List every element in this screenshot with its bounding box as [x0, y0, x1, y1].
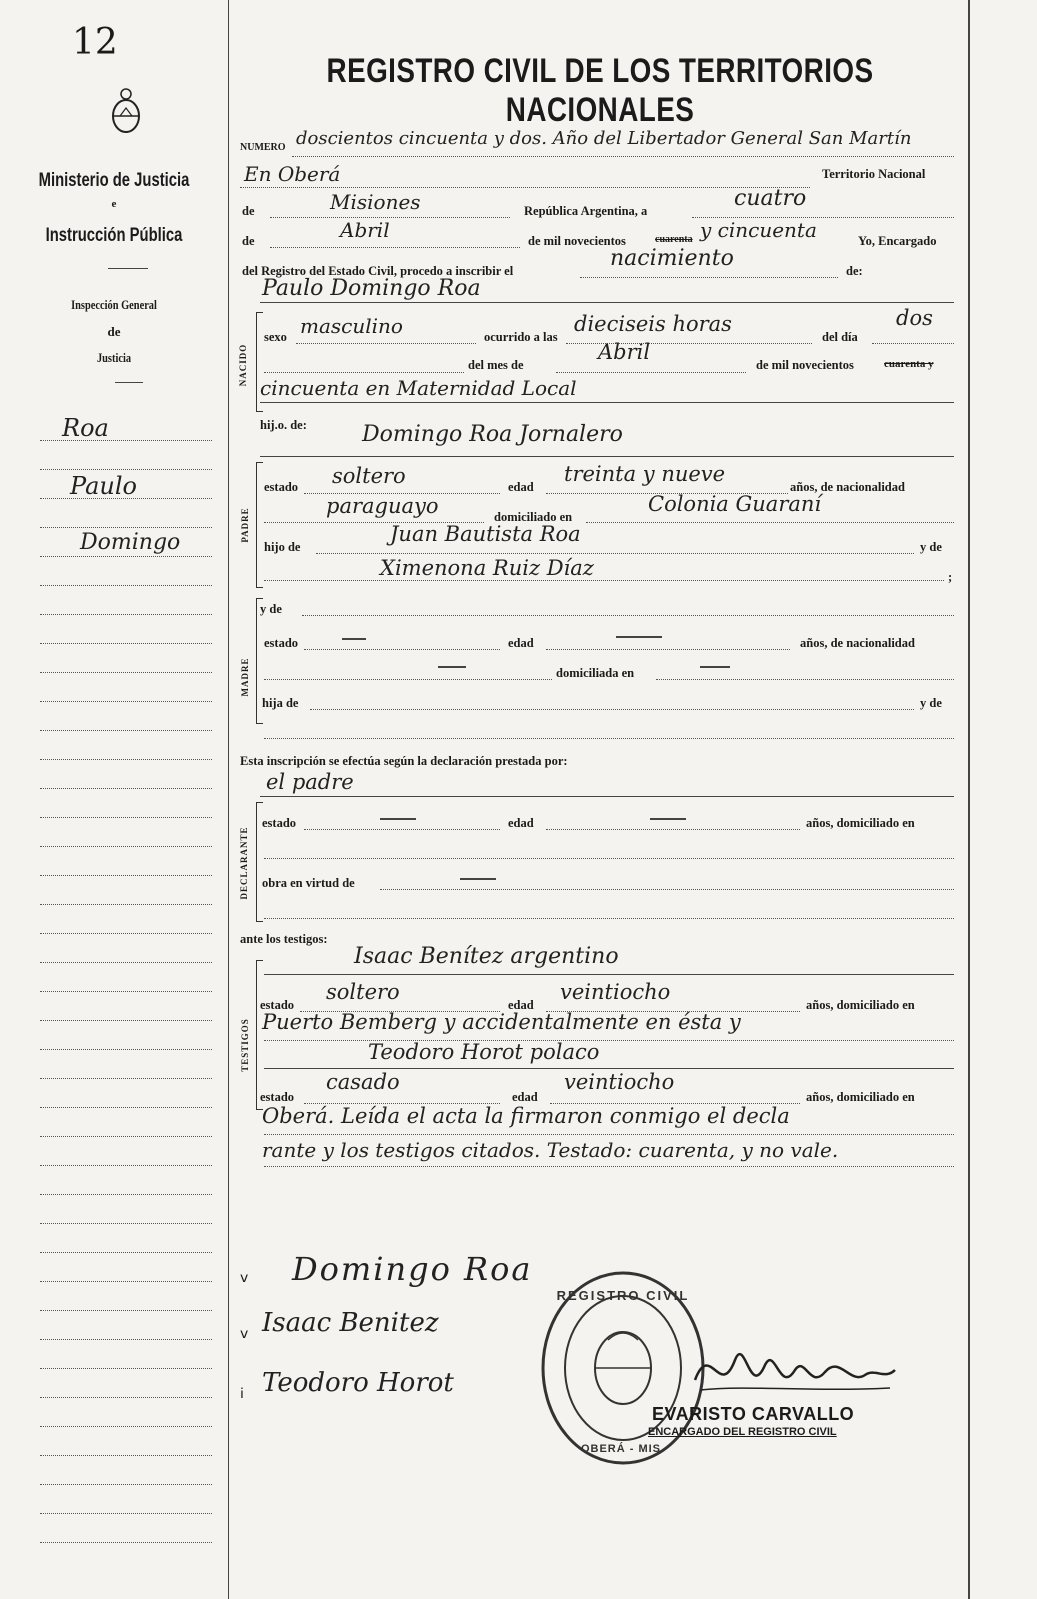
witness1-edad: veintiocho	[560, 980, 671, 1004]
hijo-de-label: hij.o. de:	[260, 418, 307, 432]
margin-ruled-line	[40, 701, 212, 702]
decl-estado-line	[304, 829, 500, 830]
t2-anos-label: años, domiciliado en	[806, 1090, 915, 1104]
madre-label: MADRE	[240, 657, 250, 697]
margin-ruled-line	[40, 1513, 212, 1514]
testigos-bracket	[256, 960, 263, 1110]
margin-ruled-line	[40, 730, 212, 731]
mes-value: Abril	[598, 340, 651, 364]
witness1-estado: soltero	[326, 980, 400, 1004]
witness1-name-line	[264, 974, 954, 975]
ministry-line3: Instrucción Pública	[45, 225, 183, 246]
madre-name-line	[302, 615, 954, 616]
del-dia-label: del día	[822, 330, 858, 344]
de-label: de	[242, 204, 255, 218]
margin-ruled-line	[40, 933, 212, 934]
madre-domiciliada-label: domiciliada en	[556, 666, 635, 680]
month-line	[270, 247, 520, 248]
officer-title: ENCARGADO DEL REGISTRO CIVIL	[648, 1426, 837, 1438]
official-seal	[538, 1268, 708, 1468]
closing-line1-rule	[264, 1134, 954, 1135]
inscripcion-label: Esta inscripción se efectúa según la declaración prestada por:	[240, 754, 568, 768]
territorio-value: Misiones	[330, 190, 421, 214]
father-parent2: Ximenona Ruiz Díaz	[380, 556, 594, 580]
right-border	[968, 0, 970, 1599]
act-line	[580, 277, 838, 278]
madre-edad-label: edad	[508, 636, 534, 650]
birth-place-line	[260, 402, 954, 403]
semicolon: ;	[948, 570, 953, 584]
madre-domicilio-dash	[700, 666, 730, 668]
margin-ruled-line	[40, 1136, 212, 1137]
encargado-label: Yo, Encargado	[858, 234, 937, 248]
t2-edad-label: edad	[512, 1090, 538, 1104]
margin-ruled-line	[40, 672, 212, 673]
margin-ruled-line	[40, 1542, 212, 1543]
margin-ruled-line	[40, 1397, 212, 1398]
mil-novecientos-label: de mil novecientos	[756, 358, 854, 372]
margin-ruled-line	[40, 440, 212, 441]
declarante-value: el padre	[266, 770, 354, 794]
margin-ruled-line	[40, 1484, 212, 1485]
left-divider-1	[108, 268, 148, 269]
numero-value: doscientos cincuenta y dos. Año del Libertador General San Martín	[296, 128, 912, 149]
edad-label: edad	[508, 480, 534, 494]
republica-label: República Argentina, a	[524, 204, 648, 218]
de-colon: de:	[846, 264, 863, 278]
decl-estado-dash	[380, 818, 416, 820]
signature-witness2: Teodoro Horot	[262, 1368, 454, 1398]
witness1-name: Isaac Benítez argentino	[354, 944, 619, 969]
t-edad-label: edad	[508, 998, 534, 1012]
sig-mark-2: ⅴ	[240, 1327, 249, 1342]
numero-label: NUMERO	[240, 142, 286, 153]
hijo-de2-label: hijo de	[264, 540, 301, 554]
registro-label: del Registro del Estado Civil, procedo a inscribir el	[242, 264, 514, 278]
madre-estado-label: estado	[264, 636, 299, 650]
father-parent2-line	[264, 580, 944, 581]
decl-anos-label: años, domiciliado en	[806, 816, 915, 830]
y-de-label: y de	[920, 540, 942, 554]
ministry-line1: Ministerio de Justicia	[38, 170, 190, 191]
closing-line1: Oberá. Leída el acta la firmaron conmigo el decla	[262, 1104, 790, 1128]
hora-value: dieciseis horas	[574, 312, 732, 336]
child-name-line	[260, 302, 954, 303]
margin-ruled-line	[40, 1165, 212, 1166]
madre-y-de-label: y de	[260, 602, 282, 616]
t-anos-label: años, domiciliado en	[806, 998, 915, 1012]
place-value: En Oberá	[244, 162, 341, 186]
father-domicilio: Colonia Guaraní	[648, 492, 822, 516]
father-nacionalidad: paraguayo	[326, 494, 439, 518]
territorio-label: Territorio Nacional	[822, 167, 926, 181]
madre-parents-line	[310, 709, 914, 710]
child-name: Paulo Domingo Roa	[262, 276, 481, 301]
declarante-label: DECLARANTE	[239, 826, 249, 900]
margin-surname: Roa	[62, 414, 109, 442]
left-divider-2	[115, 382, 143, 383]
declarante-line	[260, 796, 954, 797]
dia-line	[872, 343, 954, 344]
day-value: cuatro	[734, 186, 807, 211]
margin-ruled-line	[40, 1455, 212, 1456]
madre-nacionalidad-line	[264, 679, 552, 680]
decl-estado-label: estado	[262, 816, 297, 830]
inspection-line3: Justicia	[96, 350, 132, 365]
padre-label: PADRE	[240, 507, 250, 543]
ministry-line2: e	[111, 198, 117, 210]
margin-ruled-line	[40, 1310, 212, 1311]
margin-ruled-line	[40, 498, 212, 499]
place-line	[240, 187, 810, 188]
margin-ruled-line	[40, 1194, 212, 1195]
father-domicilio-line	[586, 522, 954, 523]
margin-ruled-line	[40, 759, 212, 760]
inspection-line1: Inspección General	[71, 297, 157, 312]
sexo-value: masculino	[300, 314, 403, 338]
madre-yde-label: y de	[920, 696, 942, 710]
margin-ruled-line	[40, 904, 212, 905]
madre-edad-line	[546, 649, 790, 650]
sig-mark-1: ⅴ	[240, 1271, 249, 1286]
margin-ruled-line	[40, 1368, 212, 1369]
domiciliado-en-label: domiciliado en	[494, 510, 573, 524]
margin-ruled-line	[40, 1426, 212, 1427]
year-struck: cuarenta	[655, 234, 693, 245]
decl-extra-line	[264, 918, 954, 919]
margin-ruled-line	[40, 846, 212, 847]
margin-ruled-line	[40, 1107, 212, 1108]
father-edad: treinta y nueve	[564, 462, 726, 486]
father-parent1-line	[316, 553, 914, 554]
margin-ruled-line	[40, 817, 212, 818]
anos-nacionalidad-label: años, de nacionalidad	[790, 480, 905, 494]
margin-ruled-line	[40, 1049, 212, 1050]
testigos-intro: ante los testigos:	[240, 932, 328, 946]
margin-ruled-line	[40, 556, 212, 557]
margin-ruled-line	[40, 875, 212, 876]
witness2-estado: casado	[326, 1070, 400, 1094]
officer-signature-scribble	[690, 1330, 900, 1410]
officer-name: EVARISTO CARVALLO	[652, 1404, 855, 1424]
madre-nacionalidad-dash	[438, 666, 466, 668]
madre-estado-line	[304, 649, 500, 650]
madre-domicilio-line	[656, 679, 954, 680]
witness2-name: Teodoro Horot polaco	[368, 1040, 600, 1064]
year-value: y cincuenta	[700, 218, 817, 242]
dia-value: dos	[896, 306, 933, 330]
month-value: Abril	[340, 218, 390, 242]
birth-place-value: cincuenta en Maternidad Local	[260, 376, 577, 400]
closing-line2-rule	[264, 1166, 954, 1167]
padre-bracket	[256, 462, 263, 588]
sig-mark-3: ⅰ	[240, 1387, 244, 1402]
father-name-line	[260, 456, 954, 457]
margin-name1: Paulo	[70, 472, 137, 500]
decl-edad-label: edad	[508, 816, 534, 830]
territorio-line	[270, 217, 510, 218]
de-label-2: de	[242, 234, 255, 248]
margin-ruled-line	[40, 1223, 212, 1224]
margin-name2: Domingo	[80, 530, 181, 555]
margin-ruled-line	[40, 962, 212, 963]
margin-ruled-line	[40, 1252, 212, 1253]
nacido-label: NACIDO	[238, 343, 248, 387]
obra-label: obra en virtud de	[262, 876, 355, 890]
father-parent1: Juan Bautista Roa	[390, 522, 581, 546]
page-title: REGISTRO CIVIL DE LOS TERRITORIOS NACIONALES	[326, 52, 874, 129]
mes-line	[556, 372, 746, 373]
column-divider	[228, 0, 229, 1599]
madre-anos-label: años, de nacionalidad	[800, 636, 915, 650]
seal-text-bottom: OBERÁ - MIS.	[580, 1443, 666, 1455]
decl-edad-line	[546, 829, 800, 830]
signature-witness1: Isaac Benitez	[262, 1308, 439, 1338]
margin-ruled-line	[40, 1281, 212, 1282]
coat-of-arms-icon	[108, 88, 144, 136]
estado-label: estado	[264, 480, 299, 494]
margin-ruled-line	[40, 527, 212, 528]
mes-line-left	[264, 372, 464, 373]
father-estado: soltero	[332, 464, 406, 488]
year2-struck: cuarenta y	[884, 358, 934, 370]
margin-ruled-line	[40, 469, 212, 470]
margin-ruled-line	[40, 788, 212, 789]
decl-edad-dash	[650, 818, 686, 820]
madre-parent2-line	[264, 738, 954, 739]
margin-ruled-line	[40, 1078, 212, 1079]
testigos-label: TESTIGOS	[240, 1018, 250, 1072]
del-mes-label: del mes de	[468, 358, 524, 372]
margin-ruled-line	[40, 614, 212, 615]
numero-line	[292, 156, 954, 157]
madre-estado-dash	[342, 638, 366, 640]
sexo-label: sexo	[264, 330, 287, 344]
signature-father: Domingo Roa	[292, 1250, 533, 1288]
obra-line	[380, 889, 954, 890]
novecientos-label: de mil novecientos	[528, 234, 626, 248]
margin-ruled-line	[40, 585, 212, 586]
act-value: nacimiento	[610, 246, 734, 271]
seal-text-top: REGISTRO CIVIL	[556, 1288, 690, 1303]
madre-edad-dash	[616, 636, 662, 638]
ocurrido-label: ocurrido a las	[484, 330, 558, 344]
inspection-line2: de	[107, 324, 121, 339]
margin-ruled-line	[40, 643, 212, 644]
t-estado-label: estado	[260, 998, 295, 1012]
closing-line2: rante y los testigos citados. Testado: cuarenta, y no vale.	[262, 1138, 839, 1162]
sexo-line	[296, 343, 476, 344]
page-number: 12	[72, 22, 118, 63]
margin-ruled-line	[40, 1020, 212, 1021]
obra-dash	[460, 878, 496, 880]
witness1-domicilio: Puerto Bemberg y accidentalmente en ésta y	[262, 1010, 741, 1034]
margin-ruled-line	[40, 1339, 212, 1340]
madre-hija-label: hija de	[262, 696, 299, 710]
margin-ruled-line	[40, 991, 212, 992]
witness2-edad: veintiocho	[564, 1070, 675, 1094]
witness2-name-line	[264, 1068, 954, 1069]
t2-estado-label: estado	[260, 1090, 295, 1104]
father-name: Domingo Roa Jornalero	[362, 422, 623, 447]
decl-domicilio-line	[264, 858, 954, 859]
